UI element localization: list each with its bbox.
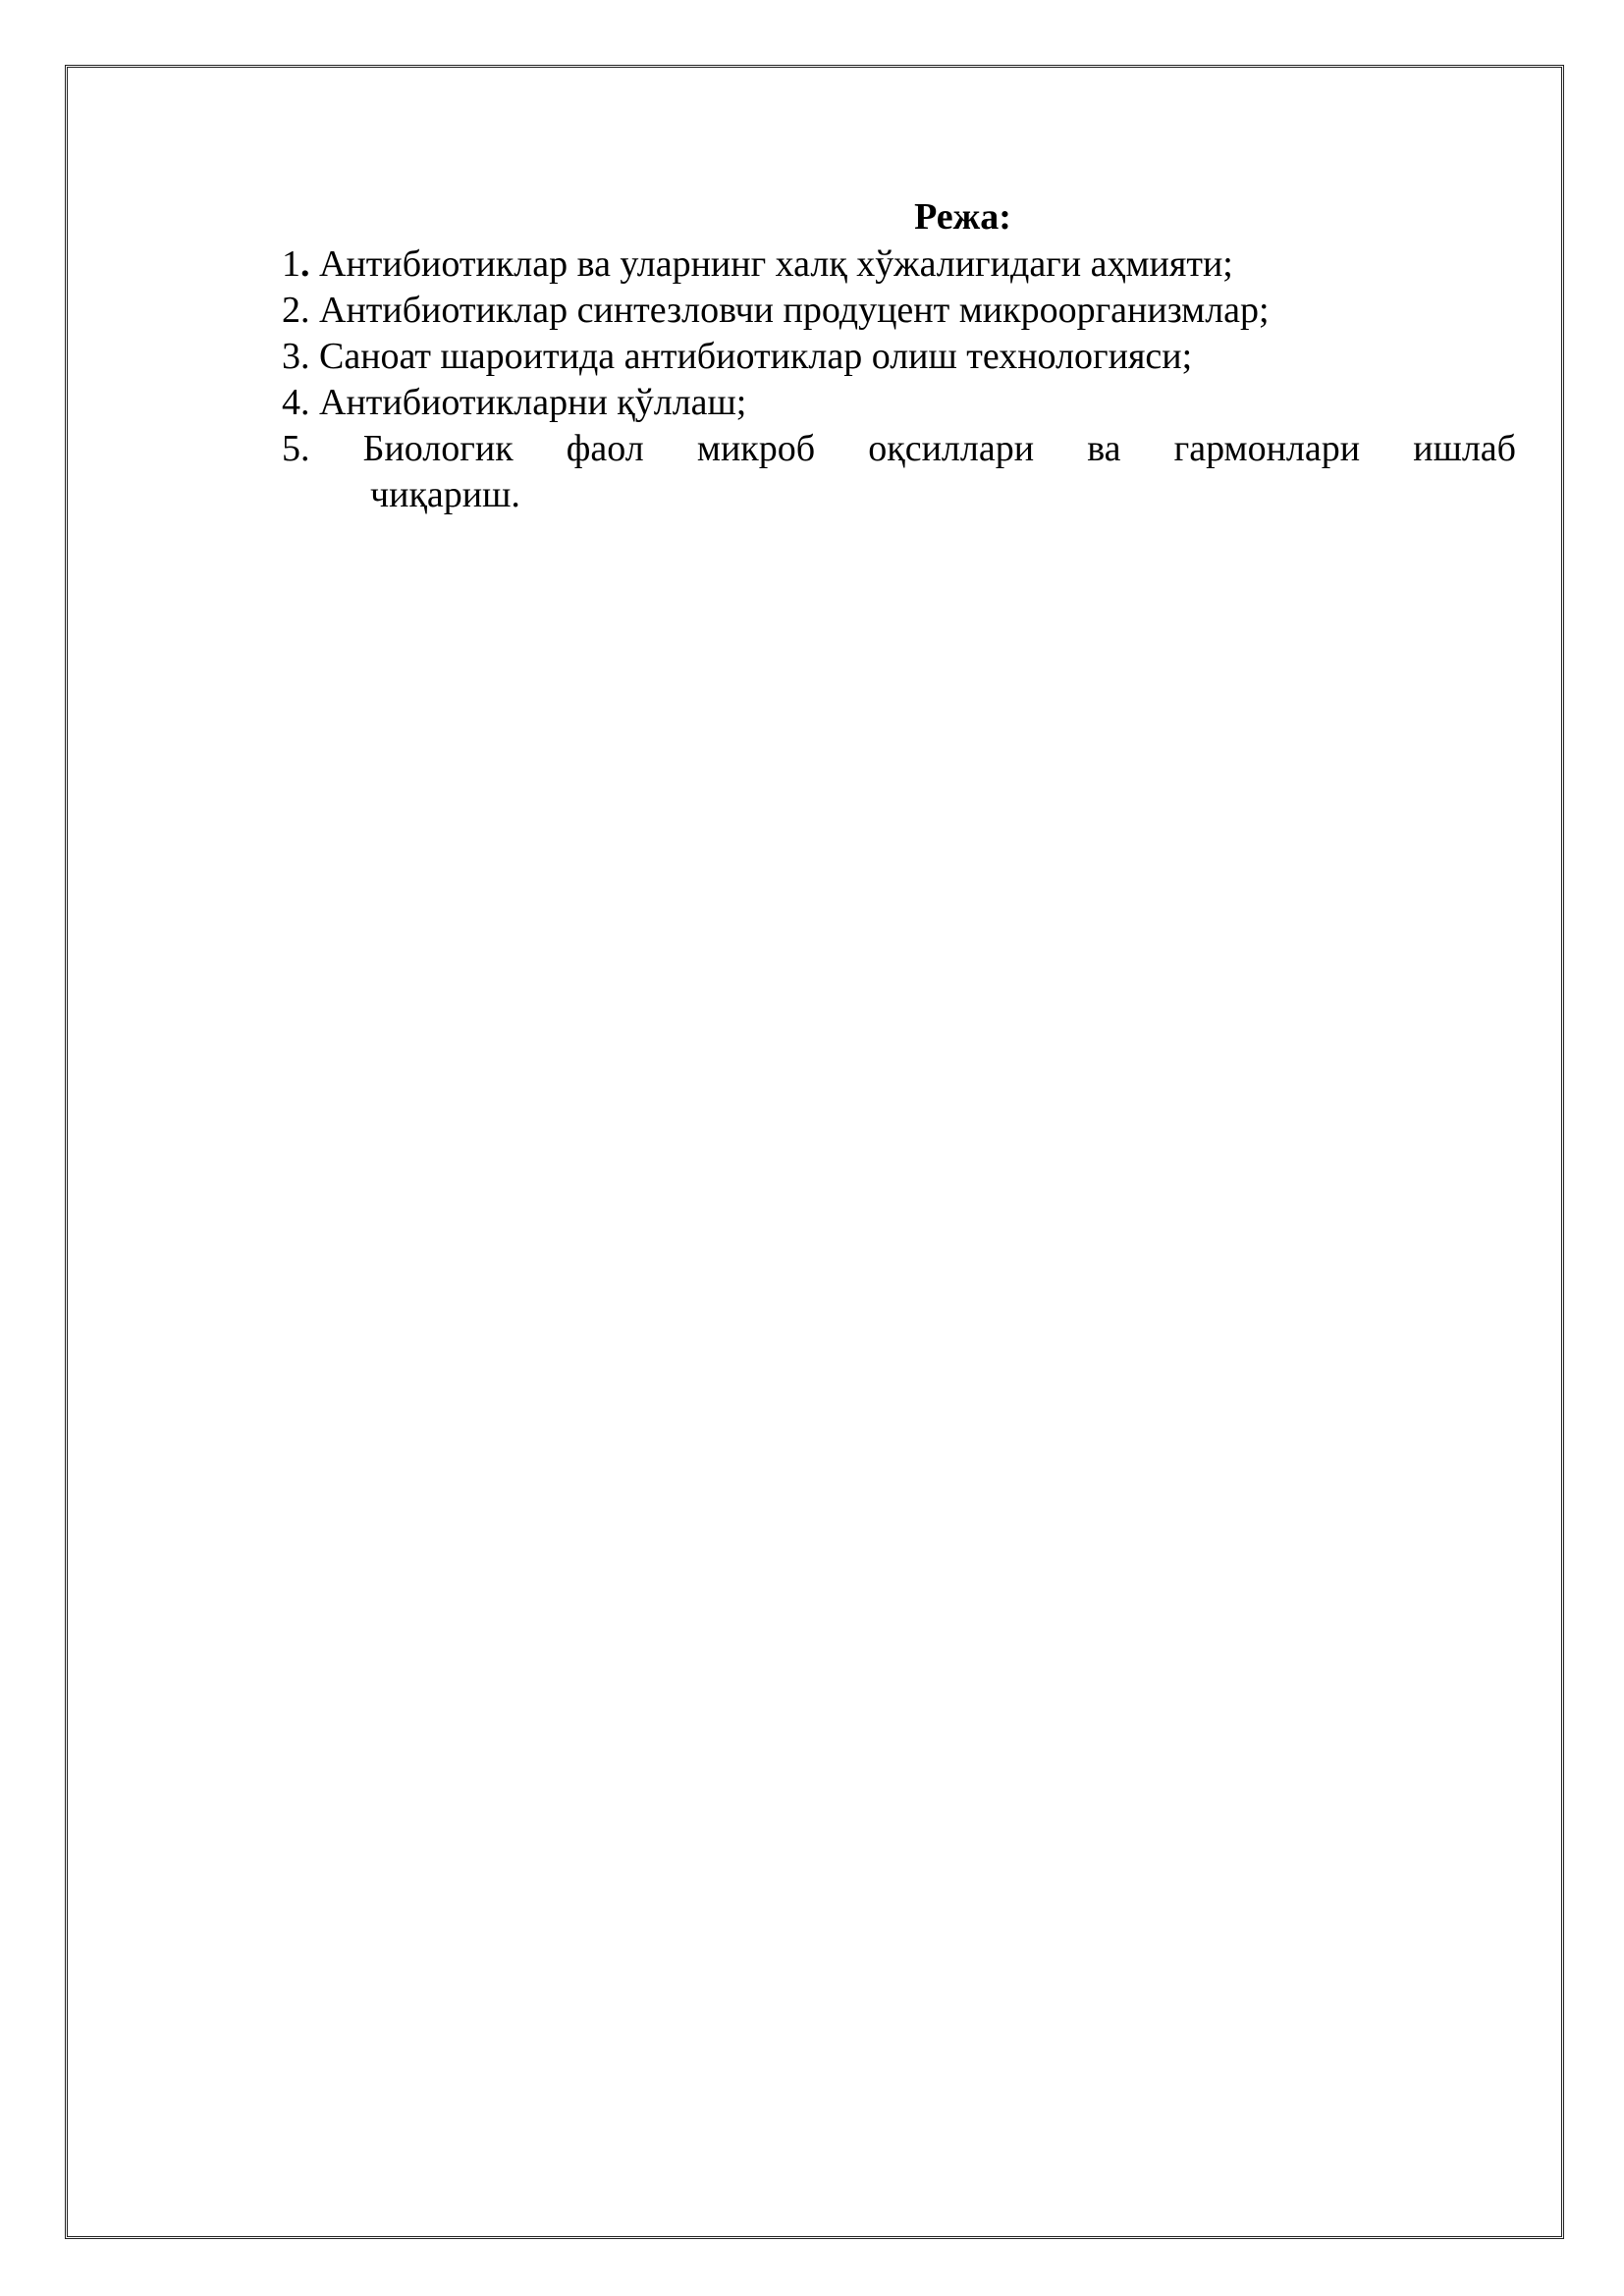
item-text: Биологик фаол микроб оқсиллари ва гармонлари ишлаб (309, 428, 1516, 469)
item-text: Антибиотиклар ва уларнинг халқ хўжалигидаги аҳмияти; (309, 243, 1233, 285)
list-item (282, 380, 1516, 426)
item-number: 4. (282, 382, 310, 423)
plan-list (282, 241, 1516, 518)
item-text: Антибиотиклар синтезловчи продуцент микроорганизмлар; (309, 290, 1270, 331)
item-text: Антибиотикларни қўллаш; (309, 382, 747, 423)
document-body (282, 194, 1516, 518)
list-item (282, 426, 1516, 518)
item-number: 3. (282, 336, 310, 377)
item-number: 5. (282, 428, 310, 469)
page-title: Режа: (914, 196, 1011, 238)
item-number: 1 (282, 243, 300, 285)
item-number: 2. (282, 290, 310, 331)
item-text: Саноат шароитида антибиотиклар олиш технологияси; (309, 336, 1193, 377)
item-continuation: чиқариш. (370, 474, 520, 515)
list-item (282, 334, 1516, 380)
item-first-line (282, 426, 1516, 472)
list-item (282, 288, 1516, 334)
list-item (282, 241, 1516, 288)
item-number-separator: . (300, 243, 310, 285)
